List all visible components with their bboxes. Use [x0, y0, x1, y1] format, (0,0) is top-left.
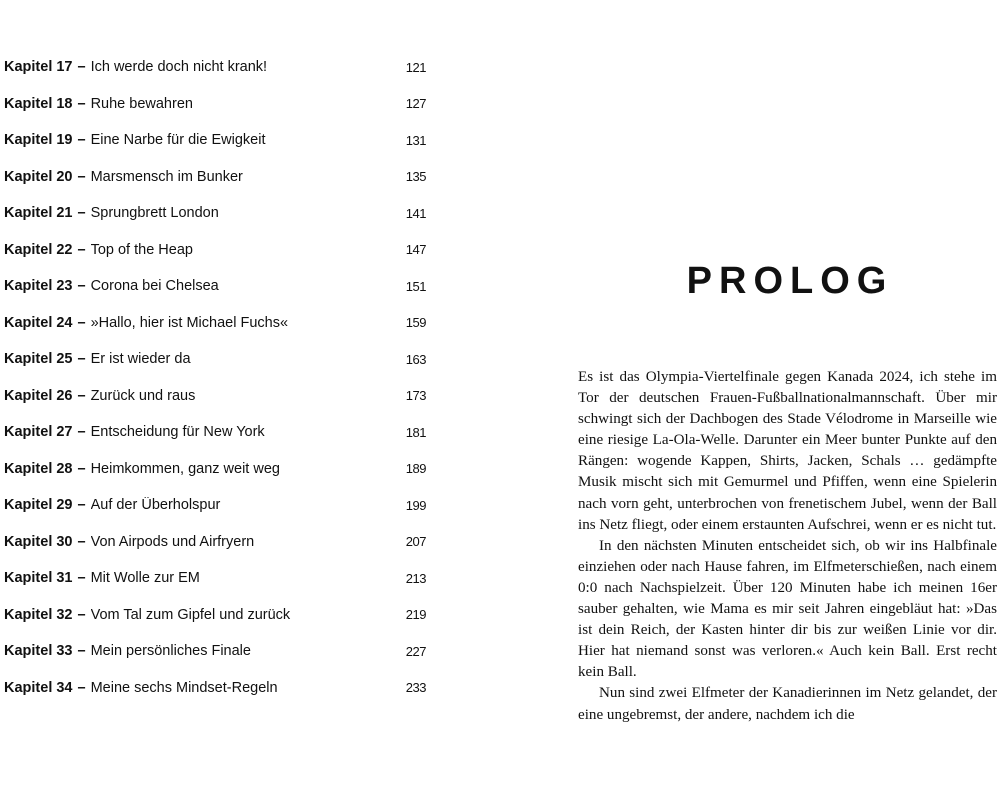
- toc-chapter-title: Mit Wolle zur EM: [90, 570, 200, 587]
- toc-page-number: 141: [405, 205, 426, 221]
- toc-page-number: 131: [405, 132, 426, 148]
- toc-chapter-number: Kapitel 27: [4, 424, 73, 441]
- toc-page-number: 207: [405, 534, 426, 550]
- prolog-paragraph: Nun sind zwei Elfmeter der Kanadierinnen im Netz gelandet, der eine ungebremst, der andere, nachdem ich die: [578, 685, 997, 723]
- toc-page-number: 219: [405, 607, 426, 623]
- toc-chapter-title: Zurück und raus: [90, 387, 196, 404]
- page-title: PROLOG: [686, 260, 894, 302]
- toc-page-number: 121: [405, 59, 426, 75]
- toc-entry: [4, 195, 426, 232]
- toc-chapter-title: Meine sechs Mindset-Regeln: [90, 679, 278, 696]
- toc-chapter-title: Auf der Überholspur: [90, 497, 221, 514]
- toc-chapter-number: Kapitel 26: [4, 387, 73, 404]
- toc-page-number: 227: [405, 643, 426, 659]
- toc-chapter-title: Entscheidung für New York: [90, 424, 265, 441]
- toc-page-number: 163: [405, 351, 426, 367]
- toc-page-number: 233: [405, 680, 426, 696]
- toc-entry: [4, 560, 426, 597]
- toc-separator: –: [77, 424, 86, 441]
- toc-chapter-title: Sprungbrett London: [90, 205, 219, 222]
- toc-entry: [4, 414, 426, 451]
- toc-separator: –: [77, 497, 86, 514]
- toc-separator: –: [77, 387, 86, 404]
- toc-chapter-number: Kapitel 30: [4, 533, 73, 550]
- toc-entry: [4, 122, 426, 159]
- toc-page-number: 173: [405, 388, 426, 404]
- toc-chapter-number: Kapitel 25: [4, 351, 73, 368]
- toc-chapter-number: Kapitel 34: [4, 679, 73, 696]
- toc-entry: [4, 524, 426, 561]
- toc-chapter-number: Kapitel 18: [4, 95, 73, 112]
- toc-separator: –: [77, 570, 86, 587]
- toc-entry: [4, 597, 426, 634]
- toc-chapter-number: Kapitel 22: [4, 241, 73, 258]
- toc-page-number: 189: [405, 461, 426, 477]
- toc-entry: [4, 49, 426, 86]
- toc-entry: [4, 670, 426, 707]
- toc-separator: –: [77, 643, 86, 660]
- toc-entry: [4, 232, 426, 269]
- toc-page-number: 213: [405, 570, 426, 586]
- toc-chapter-number: Kapitel 31: [4, 570, 73, 587]
- toc-chapter-title: Er ist wieder da: [90, 351, 191, 368]
- toc-page-number: 135: [405, 169, 426, 185]
- toc-separator: –: [77, 168, 86, 185]
- table-of-contents: [4, 49, 426, 706]
- toc-separator: –: [77, 533, 86, 550]
- toc-separator: –: [77, 95, 86, 112]
- toc-entry: [4, 633, 426, 670]
- toc-separator: –: [77, 59, 86, 76]
- toc-entry: [4, 341, 426, 378]
- toc-entry: [4, 487, 426, 524]
- toc-chapter-title: Vom Tal zum Gipfel und zurück: [90, 606, 291, 623]
- toc-entry: [4, 268, 426, 305]
- toc-separator: –: [77, 314, 86, 331]
- toc-chapter-title: Top of the Heap: [90, 241, 193, 258]
- toc-separator: –: [77, 679, 86, 696]
- toc-separator: –: [77, 460, 86, 477]
- toc-entry: [4, 378, 426, 415]
- toc-page-number: 127: [405, 96, 426, 112]
- toc-chapter-title: »Hallo, hier ist Michael Fuchs«: [90, 314, 289, 331]
- toc-chapter-title: Marsmensch im Bunker: [90, 168, 243, 185]
- toc-chapter-number: Kapitel 19: [4, 132, 73, 149]
- toc-chapter-number: Kapitel 24: [4, 314, 73, 331]
- prolog-body: [578, 367, 997, 726]
- toc-separator: –: [77, 205, 86, 222]
- toc-chapter-title: Corona bei Chelsea: [90, 278, 219, 295]
- toc-chapter-number: Kapitel 28: [4, 460, 73, 477]
- toc-separator: –: [77, 241, 86, 258]
- toc-separator: –: [77, 132, 86, 149]
- toc-chapter-title: Mein persönliches Finale: [90, 643, 251, 660]
- toc-page-number: 181: [405, 424, 426, 440]
- toc-chapter-number: Kapitel 17: [4, 59, 73, 76]
- toc-separator: –: [77, 606, 86, 623]
- toc-chapter-number: Kapitel 20: [4, 168, 73, 185]
- toc-entry: [4, 451, 426, 488]
- toc-chapter-number: Kapitel 33: [4, 643, 73, 660]
- text-page: [500, 0, 1000, 800]
- toc-chapter-title: Heimkommen, ganz weit weg: [90, 460, 280, 477]
- toc-chapter-title: Ruhe bewahren: [90, 95, 193, 112]
- toc-page-number: 151: [405, 278, 426, 294]
- toc-entry: [4, 159, 426, 196]
- toc-chapter-title: Eine Narbe für die Ewigkeit: [90, 132, 266, 149]
- toc-separator: –: [77, 351, 86, 368]
- toc-entry: [4, 86, 426, 123]
- toc-chapter-number: Kapitel 32: [4, 606, 73, 623]
- prolog-paragraph: Es ist das Olympia-Viertelfinale gegen Kanada 2024, ich stehe im Tor der deutschen Frauen-Fußballnationalmannschaft. Über mir schwingt sich der Dachbogen des Stade Vélodrome in Marseille wie eine riesige La-Ola-Welle. Darunter ein Meer bunter Punkte auf den Rängen: wogende Kappen, Shirts, Jacken, Schals … gedämpfte Musik mischt sich mit Gemurmel und Pfiffen, wenn eine Spielerin nach vorn geht, unterbrochen von frenetischem Jubel, wenn der Ball ins Netz fliegt, oder einem erstaunten Aufschrei, wenn er es nicht tut.: [578, 369, 997, 533]
- toc-chapter-number: Kapitel 21: [4, 205, 73, 222]
- toc-chapter-number: Kapitel 23: [4, 278, 73, 295]
- toc-page-number: 147: [405, 242, 426, 258]
- toc-page-number: 199: [405, 497, 426, 513]
- toc-page-number: 159: [405, 315, 426, 331]
- toc-chapter-title: Von Airpods und Airfryern: [90, 533, 255, 550]
- toc-entry: [4, 305, 426, 342]
- toc-separator: –: [77, 278, 86, 295]
- toc-chapter-title: Ich werde doch nicht krank!: [90, 59, 268, 76]
- prolog-paragraph: In den nächsten Minuten entscheidet sich, ob wir ins Halbfinale einziehen oder nach Hause fahren, im Elfmeterschießen, nach einem 0:0 nach Nachspielzeit. Über 120 Minuten habe ich meinen 16er sauber gehalten, wie Mama es mir seit Jahren eingebläut hat: »Das ist dein Reich, der Kasten hinter dir bis zur weißen Linie vor dir. Hier hat niemand sonst was verloren.« Auch kein Ball. Erst recht kein Ball.: [578, 537, 997, 681]
- toc-chapter-number: Kapitel 29: [4, 497, 73, 514]
